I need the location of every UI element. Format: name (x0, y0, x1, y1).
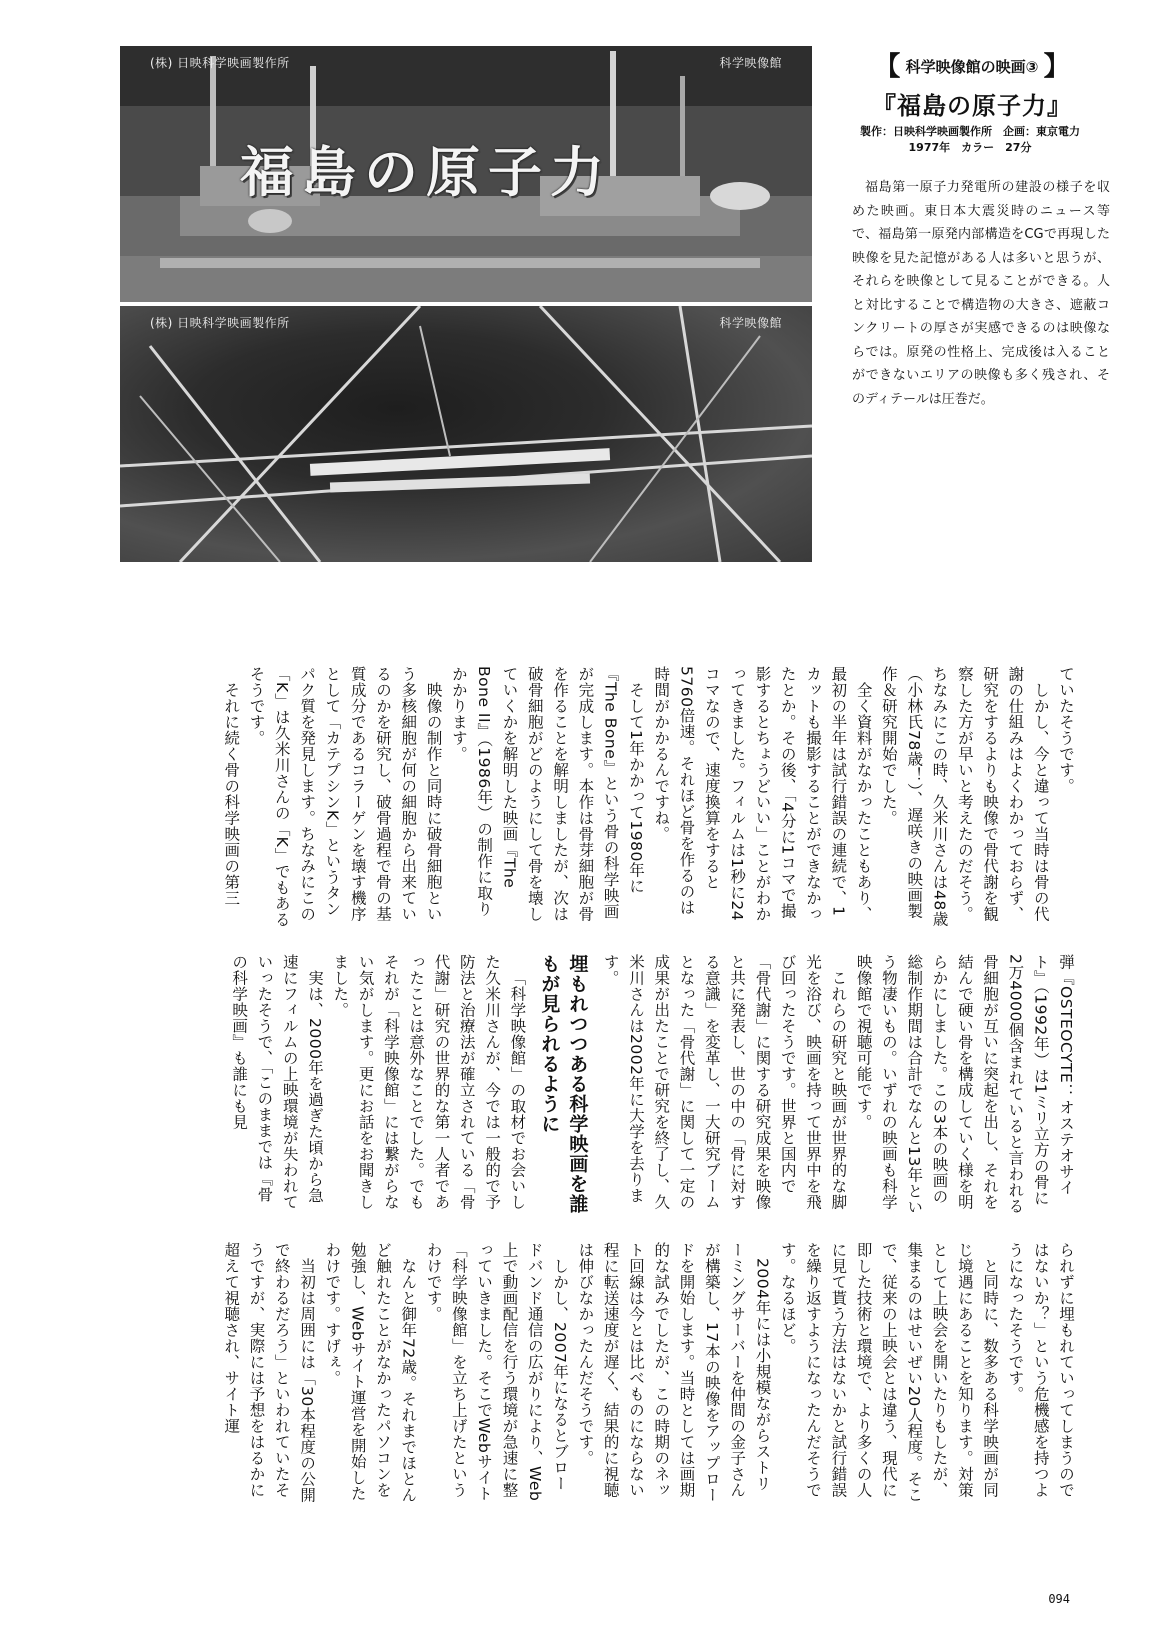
paragraph: と同時に、数多ある科学映画が同じ境遇にあることを知ります。対策として上映会を開いたりもしたが、集まるのはせいぜい20人程度。そこで、従来の上映会とは違う、現代に即した技術と環境で、より多くの人に見て貰う方法はないかと試行錯誤を繰り返すようになったんだそうです。なるほど。 (778, 1242, 1000, 1503)
movie-credits (850, 124, 1090, 156)
section-subheading: 埋もれつつある科学映画を誰もが見られるように (538, 954, 589, 1214)
article-body-tier-1 (118, 666, 1078, 928)
right-bracket-icon: 】 (1043, 52, 1070, 82)
photo-credit-caption: (株) 日映科学映画製作所 (150, 316, 290, 330)
paragraph: しかし、今と違って当時は骨の代謝の仕組みはよくわかっておらず、研究をするよりも映像で骨代謝を観察した方が早いと考えたのだそう。ちなみにこの時、久米川さんは48歳（小林氏78歳！）、遅咲きの映画製作＆研究開始でした。 (879, 666, 1050, 927)
paragraph: 全く資料がなかったこともあり、最初の半年は試行錯誤の連続で、1カットも撮影することができなかったとか。その後、「4分に1コマで撮影するとちょうどいい」ことがわかってきました。フィルムは1秒に24コマなので、速度換算をすると5760倍速。それほど骨を作るのは時間がかかるんですね。 (652, 666, 873, 922)
article-body-tier-3 (118, 1242, 1078, 1504)
archive-logo-caption: 科学映像館 (719, 56, 782, 70)
paragraph: 当初は周囲には「30本程度の公開で終わるだろう」といわれていたそうですが、実際には予想をはるかに超えて視聴され、サイト運 (222, 1242, 317, 1503)
left-bracket-icon: 【 (874, 52, 901, 82)
credit-line-production: 製作：日映科学映画製作所 企画：東京電力 (860, 125, 1080, 138)
film-title-overlay: 福島の原子力 (240, 141, 612, 204)
credit-line-year: 1977年 カラー 27分 (908, 141, 1032, 154)
paragraph: しかし、2007年になるとブロードバンド通信の広がりにより、Web上で動画配信を行う環境が急速に整っていきました。そこでWebサイト「科学映像館」を立ち上げたというわけです。 (424, 1242, 570, 1502)
film-still-construction (120, 306, 812, 562)
paragraph: 実は、2000年を過ぎた頃から急速にフィルムの上映環境が失われていったそうで、「このままでは『骨の科学映画』も誰にも見 (230, 954, 324, 1210)
scaffolding-illustration (120, 306, 812, 562)
paragraph: 2004年には小規模ながらストリーミングサーバーを仲間の金子さんが構築し、17本の映像をアップロードを開始します。当時としては画期的な試みでしたが、この時期のネット回線は今とは比べものにならない程に転送速度が遅く、結果的に視聴は伸びなかったんだそうです。 (576, 1242, 772, 1503)
series-label: 科学映像館の映画③ (905, 58, 1039, 76)
photo-credit-caption: (株) 日映科学映画製作所 (150, 56, 290, 70)
archive-logo-caption: 科学映像館 (719, 316, 782, 330)
page-number: 094 (1048, 1592, 1070, 1606)
article-body-tier-2 (118, 954, 1078, 1216)
movie-summary: 福島第一原子力発電所の建設の様子を収めた映画。東日本大震災時のニュース等で、福島第一原発内部構造をCGで再現した映像を見た記憶がある人は多いと思うが、それらを映像として見ることができる。人と対比することで構造物の大きさ、遮蔽コンクリートの厚さが実感できるのは映像ならでは。原発の性格上、完成後は入ることができないエリアの映像も多く残され、そのディテールは圧巻だ。 (852, 180, 1110, 407)
movie-title: 『福島の原子力』 (872, 92, 1072, 120)
paragraph: 「科学映像館」の取材でお会いした久米川さんが、今では一般的で予防法と治療法が確立されている「骨代謝」研究の世界的な第一人者であったことは意外なことでした。でもそれが「科学映像館」には繋がらない気がします。更にお話をお聞きしました。 (331, 954, 527, 1210)
paragraph: それに続く骨の科学映画の第三 (222, 681, 241, 906)
film-still-power-plant (120, 46, 812, 302)
paragraph: 弾『OSTEOCYTE：オステオサイト』（1992年）は1ミリ立方の骨に2万4000個含まれていると言われる骨細胞が互いに突起を出し、それを結んで硬い骨を構成していく様を明らかにしました。この3本の映画の総制作期間は合計でなんと13年という物凄いもの。いずれの映画も科学映像館で視聴可能です。 (854, 954, 1075, 1215)
series-heading (872, 46, 1072, 83)
paragraph: ていたそうです。 (1057, 666, 1075, 794)
paragraph: そして1年かかって1980年に『The Bone』という骨の科学映画が完成します。本作は骨芽細胞が骨を作ることを解明しましたが、次は破骨細胞がどのようにして骨を壊していくかを解明した映画『The Bone II』（1986年）の制作に取りかかります。 (449, 666, 645, 922)
paragraph: これらの研究と映画が世界的な脚光を浴び、映画を持って世界中を飛び回ったそうです。世界と国内で「骨代謝」に関する研究成果を映像と共に発表し、世の中の「骨に対する意識」を変革し、一大研究ブームとなった「骨代謝」に関して一定の成果が出たことで研究を終了し、久米川さんは2002年に大学を去ります。 (601, 954, 848, 1210)
paragraph: なんと御年72歳。それまでほとんど触れたことがなかったパソコンを勉強し、Webサイト運営を開始したわけです。すげぇ。 (323, 1242, 418, 1503)
paragraph: 映像の制作と同時に破骨細胞という多核細胞が何の細胞から出来ているのかを研究し、破骨過程で骨の基質成分であるコラーゲンを壊す機序として「カテプシンK」というタンパク質を発見します。ちなみにこの「K」は久米川さんの「K」でもあるそうです。 (247, 666, 443, 928)
paragraph: られずに埋もれていってしまうのではないか？」という危機感を持つようになったそうです。 (1006, 1242, 1075, 1498)
